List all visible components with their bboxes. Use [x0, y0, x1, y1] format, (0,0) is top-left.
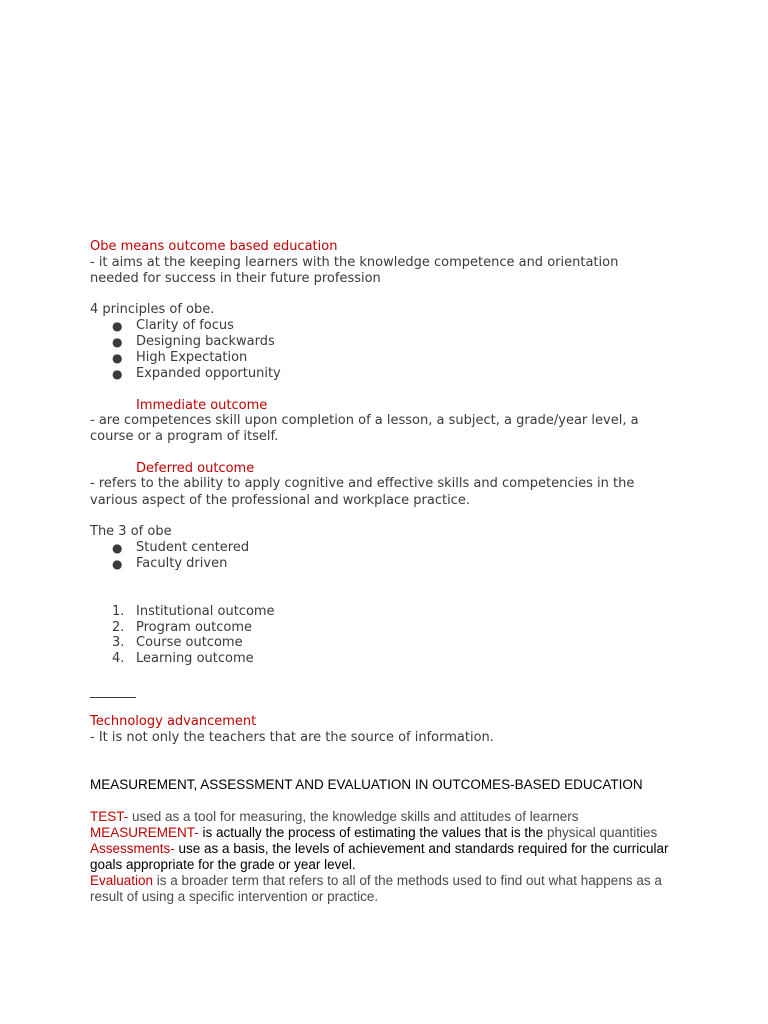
- outcome-label: Program outcome: [136, 620, 253, 635]
- technology-title: Technology advancement: [90, 714, 257, 729]
- list-number: 1.: [112, 604, 125, 619]
- obe-description-line-2: needed for success in their future profession: [90, 271, 381, 286]
- deferred-outcome-desc-line-2: various aspect of the professional and workplace practice.: [90, 493, 470, 508]
- principle-label: Designing backwards: [136, 334, 275, 349]
- assessments-description-line-2: goals appropriate for the grade or year level.: [90, 857, 356, 872]
- list-number: 2.: [112, 620, 125, 635]
- deferred-outcome-title: Deferred outcome: [136, 461, 255, 476]
- evaluation-term: Evaluation: [90, 873, 154, 888]
- measurement-description-end: physical quantities: [546, 825, 658, 840]
- evaluation-description-line-2: result of using a specific intervention or practice.: [90, 889, 379, 904]
- three-of-obe-heading: The 3 of obe: [90, 524, 172, 539]
- principle-label: High Expectation: [136, 350, 248, 365]
- section-heading: MEASUREMENT, ASSESSMENT AND EVALUATION IN OUTCOMES-BASED EDUCATION: [90, 777, 643, 792]
- three-of-obe-label: Faculty driven: [136, 556, 228, 571]
- immediate-outcome-desc-line-2: course or a program of itself.: [90, 429, 279, 444]
- measurement-term: MEASUREMENT-: [90, 825, 199, 840]
- bullet-icon: ●: [112, 541, 123, 555]
- list-number: 4.: [112, 651, 125, 666]
- technology-description: - It is not only the teachers that are the source of information.: [90, 730, 494, 745]
- test-definition: [90, 809, 579, 825]
- bullet-icon: ●: [112, 335, 123, 349]
- outcome-label: Course outcome: [136, 635, 243, 650]
- bullet-icon: ●: [112, 557, 123, 571]
- outcome-label: Learning outcome: [136, 651, 254, 666]
- test-description: used as a tool for measuring, the knowledge skills and attitudes of learners: [128, 809, 579, 824]
- assessments-description-line-1: use as a basis, the levels of achievement and standards required for the curricular: [174, 841, 669, 856]
- principle-label: Expanded opportunity: [136, 366, 281, 381]
- bullet-icon: ●: [112, 367, 123, 381]
- assessments-definition: [90, 841, 669, 857]
- deferred-outcome-desc-line-1: - refers to the ability to apply cognitive and effective skills and competencies in the: [90, 476, 635, 491]
- principles-heading: 4 principles of obe.: [90, 302, 215, 317]
- measurement-description: is actually the process of estimating the values that is the: [198, 825, 547, 840]
- test-term: TEST-: [90, 809, 129, 824]
- bullet-icon: ●: [112, 319, 123, 333]
- bullet-icon: ●: [112, 351, 123, 365]
- immediate-outcome-desc-line-1: - are competences skill upon completion of a lesson, a subject, a grade/year level, a: [90, 413, 639, 428]
- evaluation-description-line-1: is a broader term that refers to all of the methods used to find out what happens as a: [153, 873, 662, 888]
- outcome-label: Institutional outcome: [136, 604, 275, 619]
- principle-label: Clarity of focus: [136, 318, 234, 333]
- divider: [90, 697, 136, 698]
- three-of-obe-label: Student centered: [136, 540, 250, 555]
- measurement-definition: [90, 825, 657, 841]
- obe-description-line-1: - it aims at the keeping learners with the knowledge competence and orientation: [90, 255, 619, 270]
- immediate-outcome-title: Immediate outcome: [136, 398, 268, 413]
- list-number: 3.: [112, 635, 125, 650]
- obe-title: Obe means outcome based education: [90, 239, 338, 254]
- assessments-term: Assessments-: [90, 841, 175, 856]
- evaluation-definition: [90, 873, 662, 889]
